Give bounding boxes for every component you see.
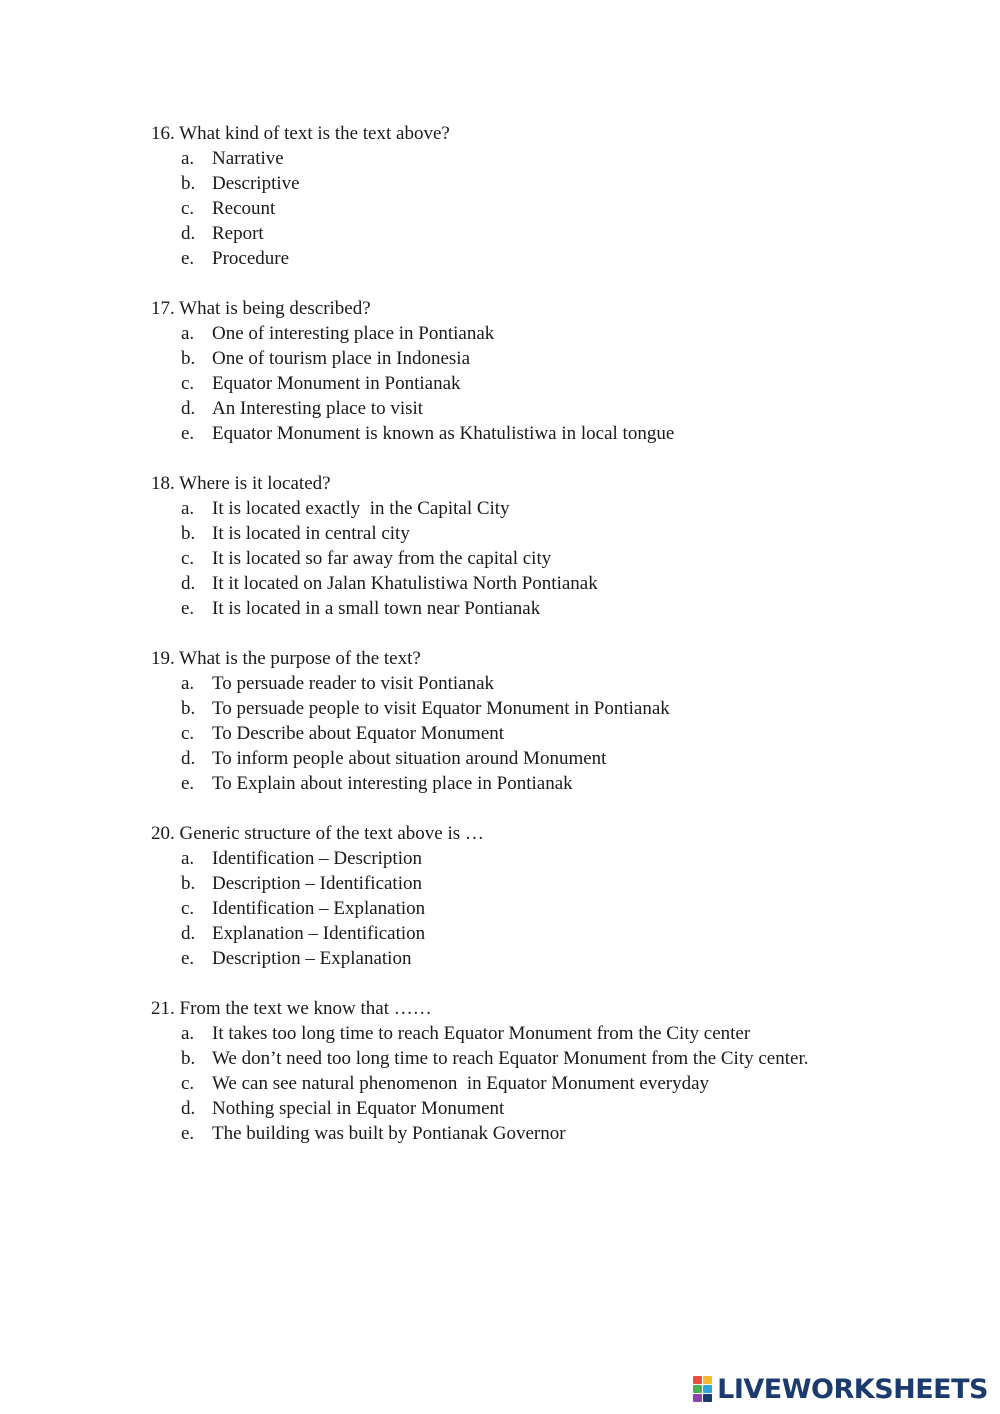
option-item[interactable] bbox=[151, 521, 911, 546]
option-text: Narrative bbox=[212, 148, 284, 169]
option-item[interactable] bbox=[151, 246, 911, 271]
logo-tile bbox=[693, 1394, 702, 1402]
question-stem: 21. From the text we know that …… bbox=[151, 998, 432, 1019]
question-21 bbox=[151, 996, 911, 1146]
option-text: Procedure bbox=[212, 248, 290, 269]
option-text: It is located exactly in the Capital City bbox=[212, 498, 510, 519]
option-letter: d. bbox=[181, 223, 196, 244]
option-item[interactable] bbox=[151, 321, 911, 346]
option-letter: a. bbox=[181, 148, 195, 169]
option-item[interactable] bbox=[151, 371, 911, 396]
logo-tile bbox=[703, 1394, 712, 1402]
option-letter: d. bbox=[181, 1098, 196, 1119]
option-letter: b. bbox=[181, 873, 196, 894]
option-letter: e. bbox=[181, 948, 195, 969]
option-text: Nothing special in Equator Monument bbox=[212, 1098, 505, 1119]
option-item[interactable] bbox=[151, 771, 911, 796]
option-text: It it located on Jalan Khatulistiwa North Pontianak bbox=[212, 573, 598, 594]
option-letter: c. bbox=[181, 1073, 195, 1094]
option-letter: d. bbox=[181, 573, 196, 594]
option-text: Description – Identification bbox=[212, 873, 422, 894]
option-letter: c. bbox=[181, 898, 195, 919]
option-letter: a. bbox=[181, 848, 195, 869]
option-item[interactable] bbox=[151, 1071, 911, 1096]
option-list bbox=[151, 846, 911, 971]
option-letter: b. bbox=[181, 348, 196, 369]
question-stem: 19. What is the purpose of the text? bbox=[151, 648, 421, 669]
option-letter: b. bbox=[181, 698, 196, 719]
option-letter: b. bbox=[181, 1048, 196, 1069]
option-letter: e. bbox=[181, 598, 195, 619]
option-text: To Describe about Equator Monument bbox=[212, 723, 505, 744]
option-letter: e. bbox=[181, 1123, 195, 1144]
question-stem: 20. Generic structure of the text above is … bbox=[151, 823, 484, 844]
option-item[interactable] bbox=[151, 546, 911, 571]
option-text: Report bbox=[212, 223, 264, 244]
question-17 bbox=[151, 296, 911, 446]
question-20 bbox=[151, 821, 911, 971]
option-item[interactable] bbox=[151, 571, 911, 596]
option-text: To persuade reader to visit Pontianak bbox=[212, 673, 495, 694]
option-letter: d. bbox=[181, 923, 196, 944]
option-text: The building was built by Pontianak Governor bbox=[212, 1123, 566, 1144]
question-19 bbox=[151, 646, 911, 796]
option-item[interactable] bbox=[151, 196, 911, 221]
option-text: Identification – Description bbox=[212, 848, 422, 869]
option-letter: d. bbox=[181, 398, 196, 419]
option-item[interactable] bbox=[151, 846, 911, 871]
option-item[interactable] bbox=[151, 696, 911, 721]
option-item[interactable] bbox=[151, 421, 911, 446]
question-stem: 17. What is being described? bbox=[151, 298, 371, 319]
option-text: One of tourism place in Indonesia bbox=[212, 348, 471, 369]
option-item[interactable] bbox=[151, 346, 911, 371]
option-text: Description – Explanation bbox=[212, 948, 412, 969]
option-item[interactable] bbox=[151, 746, 911, 771]
option-item[interactable] bbox=[151, 596, 911, 621]
option-text: To Explain about interesting place in Pontianak bbox=[212, 773, 573, 794]
question-16 bbox=[151, 121, 911, 271]
option-text: We can see natural phenomenon in Equator Monument everyday bbox=[212, 1073, 710, 1094]
brand-name: LIVEWORKSHEETS bbox=[717, 1373, 988, 1405]
question-18 bbox=[151, 471, 911, 621]
logo-tile bbox=[703, 1376, 712, 1384]
liveworksheets-logo-icon bbox=[693, 1376, 713, 1402]
option-text: To persuade people to visit Equator Monument in Pontianak bbox=[212, 698, 670, 719]
liveworksheets-brand[interactable] bbox=[693, 1374, 988, 1404]
option-letter: a. bbox=[181, 1023, 195, 1044]
option-list bbox=[151, 146, 911, 271]
option-list bbox=[151, 496, 911, 621]
option-item[interactable] bbox=[151, 496, 911, 521]
option-item[interactable] bbox=[151, 921, 911, 946]
option-text: It is located so far away from the capital city bbox=[212, 548, 552, 569]
option-letter: a. bbox=[181, 323, 195, 344]
option-letter: e. bbox=[181, 423, 195, 444]
option-letter: b. bbox=[181, 173, 196, 194]
option-letter: a. bbox=[181, 673, 195, 694]
option-item[interactable] bbox=[151, 896, 911, 921]
option-item[interactable] bbox=[151, 221, 911, 246]
option-letter: c. bbox=[181, 198, 195, 219]
option-letter: d. bbox=[181, 748, 196, 769]
option-text: One of interesting place in Pontianak bbox=[212, 323, 495, 344]
option-text: To inform people about situation around Monument bbox=[212, 748, 607, 769]
option-item[interactable] bbox=[151, 946, 911, 971]
logo-tile bbox=[693, 1385, 702, 1393]
option-letter: c. bbox=[181, 723, 195, 744]
question-stem: 16. What kind of text is the text above? bbox=[151, 123, 450, 144]
logo-tile bbox=[693, 1376, 702, 1384]
option-letter: a. bbox=[181, 498, 195, 519]
option-text: Explanation – Identification bbox=[212, 923, 426, 944]
option-letter: b. bbox=[181, 523, 196, 544]
option-list bbox=[151, 1021, 911, 1146]
question-stem: 18. Where is it located? bbox=[151, 473, 331, 494]
option-text: Equator Monument is known as Khatulistiwa in local tongue bbox=[212, 423, 675, 444]
option-list bbox=[151, 671, 911, 796]
option-text: It is located in central city bbox=[212, 523, 410, 544]
option-text: It is located in a small town near Pontianak bbox=[212, 598, 541, 619]
option-text: It takes too long time to reach Equator Monument from the City center bbox=[212, 1023, 751, 1044]
option-text: Descriptive bbox=[212, 173, 300, 194]
option-item[interactable] bbox=[151, 171, 911, 196]
option-text: Recount bbox=[212, 198, 276, 219]
option-item[interactable] bbox=[151, 146, 911, 171]
option-item[interactable] bbox=[151, 1096, 911, 1121]
option-item[interactable] bbox=[151, 1021, 911, 1046]
logo-tile bbox=[703, 1385, 712, 1393]
option-text: Identification – Explanation bbox=[212, 898, 426, 919]
option-letter: e. bbox=[181, 773, 195, 794]
option-letter: e. bbox=[181, 248, 195, 269]
option-item[interactable] bbox=[151, 1121, 911, 1146]
option-text: We don’t need too long time to reach Equator Monument from the City center. bbox=[212, 1048, 809, 1069]
option-item[interactable] bbox=[151, 671, 911, 696]
option-letter: c. bbox=[181, 548, 195, 569]
option-item[interactable] bbox=[151, 721, 911, 746]
option-list bbox=[151, 321, 911, 446]
option-text: Equator Monument in Pontianak bbox=[212, 373, 461, 394]
option-letter: c. bbox=[181, 373, 195, 394]
option-item[interactable] bbox=[151, 1046, 911, 1071]
option-text: An Interesting place to visit bbox=[212, 398, 424, 419]
option-item[interactable] bbox=[151, 871, 911, 896]
option-item[interactable] bbox=[151, 396, 911, 421]
